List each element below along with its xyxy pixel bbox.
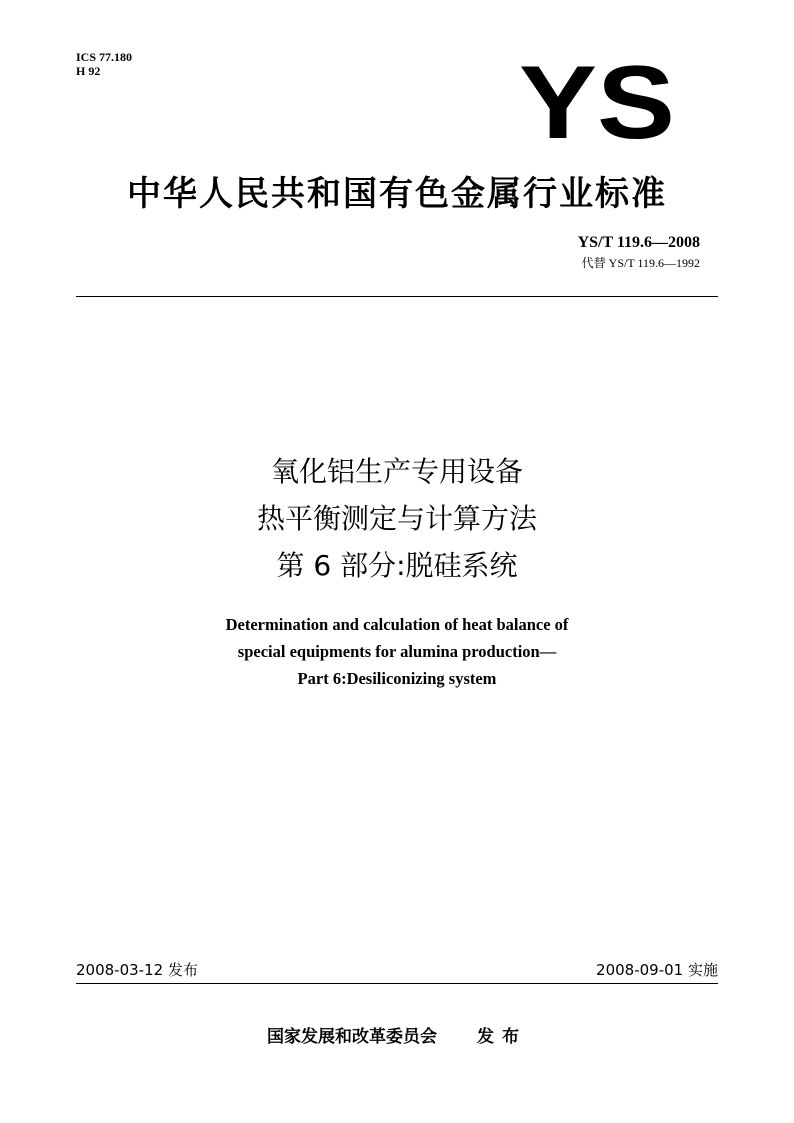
ys-logo (518, 58, 676, 140)
header-divider (76, 296, 718, 297)
standard-number: YS/T 119.6—2008 (577, 234, 700, 251)
publisher-name: 国家发展和改革委员会 (267, 1027, 437, 1047)
chinese-title (76, 448, 718, 589)
english-title-line-3: Part 6:Desiliconizing system (297, 669, 497, 688)
publisher-line (0, 1022, 794, 1047)
industry-standard-title: 中华人民共和国有色金属行业标准 (127, 174, 667, 214)
standard-number-block (578, 234, 700, 271)
ics-code: ICS 77.180 (76, 50, 133, 64)
svg-text:YS: YS (519, 58, 675, 140)
classification-codes (76, 50, 132, 78)
english-title (76, 611, 718, 692)
english-title-line-2: special equipments for alumina production— (237, 642, 557, 661)
chinese-title-line-3: 第 6 部分:脱硅系统 (276, 549, 518, 582)
ccs-code: H 92 (76, 64, 101, 78)
footer-divider (76, 983, 718, 984)
chinese-title-line-1: 氧化铝生产专用设备 (270, 455, 523, 488)
issue-date: 2008-03-12 发布 (76, 961, 198, 979)
publish-verb: 发布 (477, 1027, 527, 1047)
english-title-line-1: Determination and calculation of heat balance of (225, 615, 569, 634)
chinese-title-line-2: 热平衡测定与计算方法 (256, 502, 537, 535)
replaces-note: 代替 YS/T 119.6—1992 (581, 256, 700, 270)
implementation-date: 2008-09-01 实施 (596, 961, 718, 979)
